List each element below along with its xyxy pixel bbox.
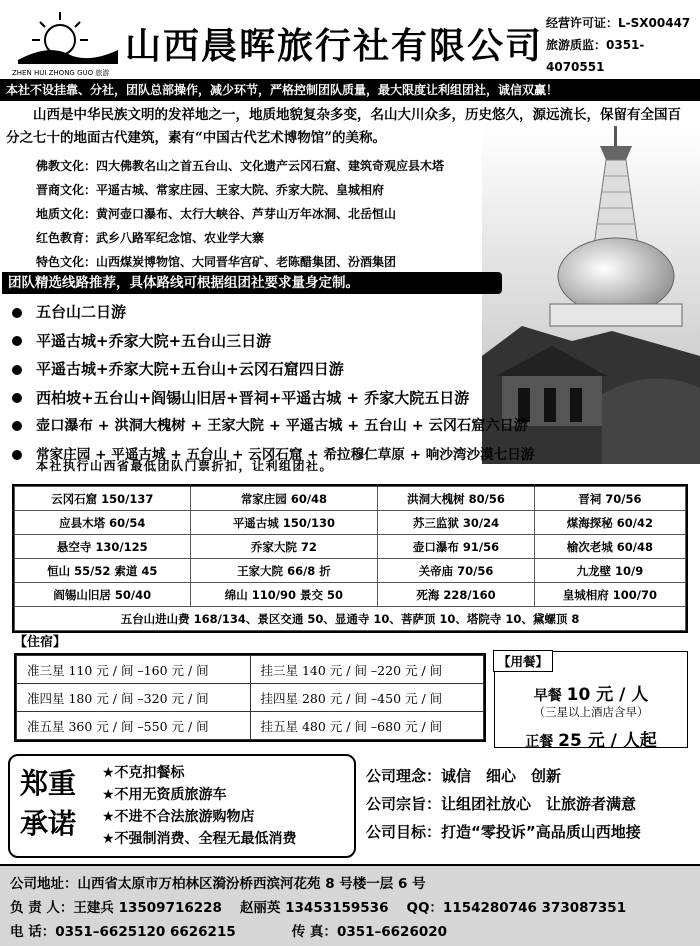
breakfast-price (495, 680, 687, 705)
culture-item: 特色文化：山西煤炭博物馆、大同晋华宫矿、老陈醋集团、汾酒集团 (36, 255, 397, 269)
culture-list (36, 154, 444, 274)
lunch-value: 25 元 / 人起 (558, 731, 657, 751)
ticket-cell: 苏三监狱 30/24 (378, 511, 534, 535)
lodging-cell: 准四星 180 元 / 间 –320 元 / 间 (17, 684, 251, 712)
company-goal: 公司目标：打造“零投诉”高品质山西地接 (366, 823, 641, 841)
contact-footer (0, 864, 700, 946)
ticket-cell: 死海 228/160 (378, 583, 534, 607)
lunch-price (495, 726, 687, 751)
table-row (15, 487, 686, 511)
company-concept: 公司理念：诚信 细心 创新 (366, 767, 562, 785)
logo-caption: ZHEN HUI ZHONG GUO 旅游 (12, 69, 110, 77)
company-philosophy (366, 762, 641, 846)
lodging-table (14, 653, 486, 742)
table-row (15, 535, 686, 559)
lodging-heading: 【住宿】 (14, 635, 67, 650)
bullet-icon (12, 365, 22, 375)
top-banner: 本社不设挂靠、分社，团队总部操作，减少环节，严格控制团队质量，最大限度让利组团社，诚信双赢！ (0, 79, 700, 101)
license-number: 经营许可证：L-SX00447 (546, 16, 691, 30)
ticket-cell: 平遥古城 150/130 (190, 511, 378, 535)
contact-row (10, 896, 690, 920)
lunch-label: 正餐 (525, 734, 554, 750)
ticket-price-table (12, 484, 688, 633)
ticket-cell: 云冈石窟 150/137 (15, 487, 191, 511)
route-text: 壶口瀑布 + 洪洞大槐树 + 王家大院 + 平遥古城 + 五台山 + 云冈石窟六日游 (36, 418, 528, 434)
intro-paragraph: 山西是中华民族文明的发祥地之一，地质地貌复杂多变，名山大川众多，历史悠久，源远流长，保留有全国百分之七十的地面古代建筑，素有“中国古代艺术博物馆”的美称。 (6, 107, 681, 146)
quality-supervision-phone: 旅游质监：0351-4070551 (546, 38, 645, 74)
promise-item: ★不强制消费、全程无最低消费 (102, 831, 297, 847)
table-row (17, 712, 484, 740)
ticket-cell: 绵山 110/90 景交 50 (190, 583, 378, 607)
promise-item: ★不用无资质旅游车 (102, 787, 227, 803)
breakfast-label: 早餐 (533, 688, 562, 704)
ticket-cell: 恒山 55/52 索道 45 (15, 559, 191, 583)
lodging-cell: 挂三星 140 元 / 间 –220 元 / 间 (250, 656, 484, 684)
breakfast-note: （三星以上酒店含早） (533, 705, 649, 719)
culture-item: 地质文化：黄河壶口瀑布、太行大峡谷、芦芽山万年冰洞、北岳恒山 (36, 207, 397, 221)
ticket-cell: 晋祠 70/56 (534, 487, 685, 511)
promise-box (8, 754, 356, 858)
company-title: 山西晨晖旅行社有限公司 (125, 25, 544, 67)
ticket-cell: 常家庄园 60/48 (190, 487, 378, 511)
culture-item: 红色教育：武乡八路军纪念馆、农业学大寨 (36, 231, 265, 245)
bullet-icon (12, 308, 22, 318)
table-row (15, 559, 686, 583)
contact-person-1: 王建兵 13509716228 (73, 900, 222, 916)
license-block (546, 12, 700, 78)
qq-numbers: QQ：1154280746 373087351 (406, 900, 627, 916)
route-item (12, 327, 535, 356)
phone-row (10, 920, 690, 944)
promise-item: ★不克扣餐标 (102, 765, 185, 781)
route-item (12, 384, 535, 413)
meal-box (494, 651, 688, 751)
meal-heading: 【用餐】 (493, 650, 553, 672)
culture-item: 佛教文化：四大佛教名山之首五台山、文化遗产云冈石窟、建筑奇观应县木塔 (36, 159, 445, 173)
table-row (15, 607, 686, 631)
culture-item: 晋商文化：平遥古城、常家庄园、王家大院、乔家大院、皇城相府 (36, 183, 385, 197)
route-list (12, 298, 535, 469)
table-row (17, 684, 484, 712)
route-item (12, 298, 535, 327)
company-purpose: 公司宗旨：让组团社放心 让旅游者满意 (366, 795, 637, 813)
route-text: 常家庄园 + 平遥古城 + 五台山 + 云冈石窟 + 希拉穆仁草原 + 响沙湾沙漠七日游 (36, 446, 535, 463)
route-item (12, 412, 535, 441)
bullet-icon (12, 450, 22, 460)
promise-item: ★不进不合法旅游购物店 (102, 809, 255, 825)
ticket-cell: 壶口瀑布 91/56 (378, 535, 534, 559)
ticket-cell: 关帝庙 70/56 (378, 559, 534, 583)
lodging-cell: 挂五星 480 元 / 间 –680 元 / 间 (250, 712, 484, 740)
contact-label: 负 责 人： (10, 900, 74, 916)
ticket-cell: 阎锡山旧居 50/40 (15, 583, 191, 607)
route-text: 五台山二日游 (36, 303, 127, 321)
lodging-cell: 准五星 360 元 / 间 –550 元 / 间 (17, 712, 251, 740)
ticket-cell: 应县木塔 60/54 (15, 511, 191, 535)
ticket-cell: 九龙壁 10/9 (534, 559, 685, 583)
promise-list (102, 762, 297, 850)
ticket-discount-note: 本社执行山西省最低团队门票折扣，让利组团社。 (36, 459, 334, 473)
company-logo (8, 4, 126, 78)
fax-number: 0351–6626020 (336, 924, 448, 940)
contact-person-2: 赵丽英 13453159536 (239, 900, 389, 916)
lodging-cell: 挂四星 280 元 / 间 –450 元 / 间 (250, 684, 484, 712)
bullet-icon (12, 393, 22, 403)
ticket-cell: 皇城相府 100/70 (534, 583, 685, 607)
phone-label: 电 话： (10, 924, 56, 940)
route-text: 平遥古城+乔家大院+五台山+云冈石窟四日游 (36, 360, 344, 378)
route-text: 西柏坡+五台山+阎锡山旧居+晋祠+平遥古城 + 乔家大院五日游 (36, 388, 470, 407)
lodging-cell: 准三星 110 元 / 间 –160 元 / 间 (17, 656, 251, 684)
table-row (15, 511, 686, 535)
ticket-cell: 王家大院 66/8 折 (190, 559, 378, 583)
route-text: 平遥古城+乔家大院+五台山三日游 (36, 331, 272, 350)
ticket-cell: 悬空寺 130/125 (15, 535, 191, 559)
route-item (12, 355, 535, 384)
bullet-icon (12, 336, 22, 346)
bullet-icon (12, 421, 22, 431)
wutaishan-fees: 五台山进山费 168/134、景区交通 50、显通寺 10、菩萨顶 10、塔院寺 10、黛螺顶 8 (15, 607, 686, 631)
ticket-cell: 榆次老城 60/48 (534, 535, 685, 559)
ticket-cell: 洪洞大槐树 80/56 (378, 487, 534, 511)
breakfast-value: 10 元 / 人 (566, 685, 649, 705)
fax-label: 传 真： (291, 924, 337, 940)
table-row (15, 583, 686, 607)
ticket-cell: 煤海探秘 60/42 (534, 511, 685, 535)
phone-numbers: 0351–6625120 6626215 (55, 924, 236, 940)
promise-title: 郑重承诺 (20, 767, 77, 840)
table-row (17, 656, 484, 684)
team-route-banner: 团队精选线路推荐，具体路线可根据组团社要求量身定制。 (2, 272, 502, 294)
company-address: 公司地址：山西省太原市万柏林区漪汾桥西滨河花苑 8 号楼一层 6 号 (10, 876, 426, 892)
ticket-cell: 乔家大院 72 (190, 535, 378, 559)
